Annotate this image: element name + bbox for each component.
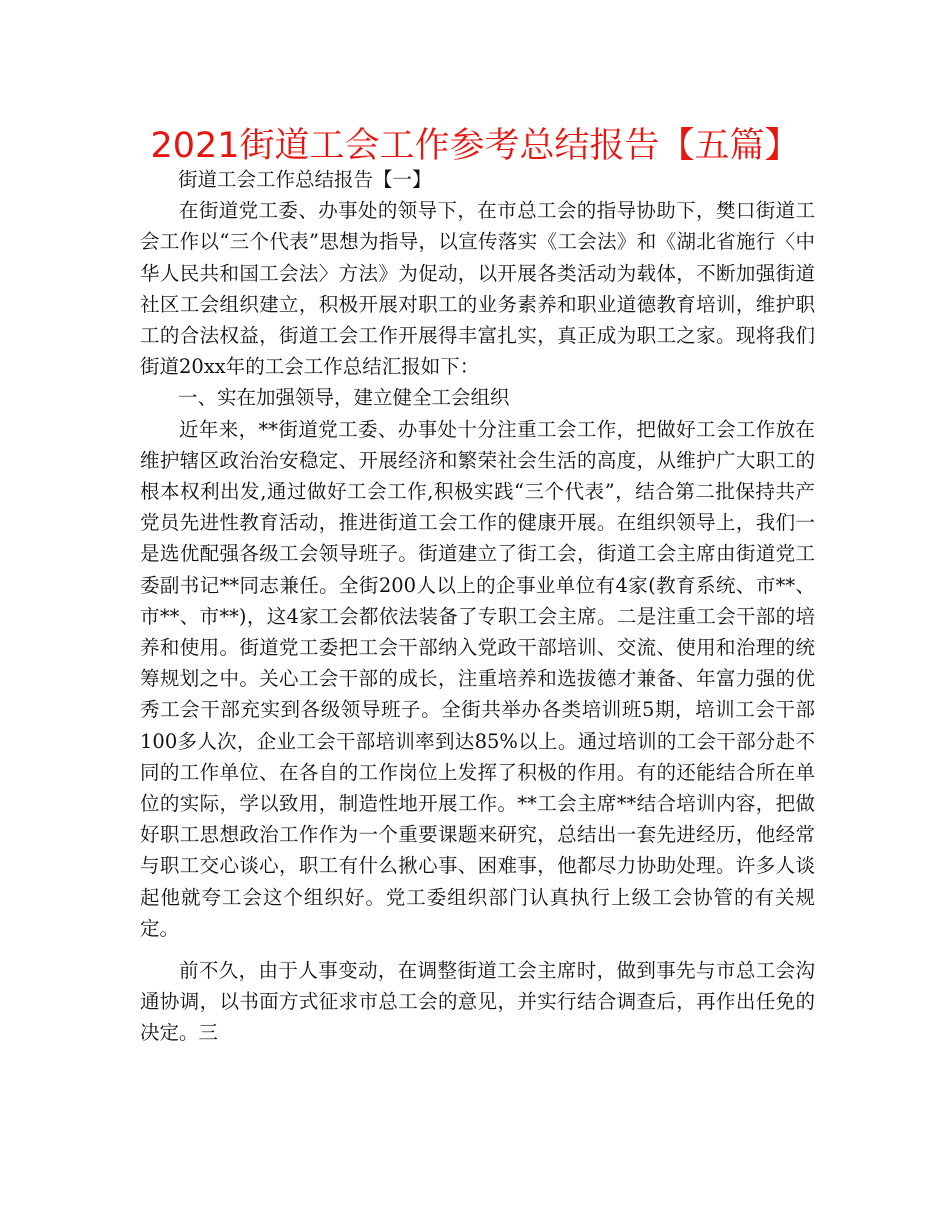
paragraph-body-1: 近年来，**街道党工委、办事处十分注重工会工作，把做好工会工作放在维护辖区政治治安稳定、开展经济和繁荣社会生活的高度，从维护广大职工的根本权利出发,通过做好工会工作,积极实践“三个代表”，结合第二批保持共产党员先进性教育活动，推进街道工会工作的健康开展。在组织领导上，我们一是选优配强各级工会领导班子。街道建立了街工会，街道工会主席由街道党工委副书记**同志兼任。全街200人以上的企事业单位有4家(教育系统、市**、市**、市**)，这4家工会都依法装备了专职工会主席。二是注重工会干部的培养和使用。街道党工委把工会干部纳入党政干部培训、交流、使用和治理的统筹规划之中。关心工会干部的成长，注重培养和选拔德才兼备、年富力强的优秀工会干部充实到各级领导班子。全街共举办各类培训班5期，培训工会干部100多人次，企业工会干部培训率到达85%以上。通过培训的工会干部分赴不同的工作单位、在各自的工作岗位上发挥了积极的作用。有的还能结合所在单位的实际，学以致用，制造性地开展工作。**工会主席**结合培训内容，把做好职工思想政治工作作为一个重要课题来研究，总结出一套先进经历，他经常与职工交心谈心，职工有什么揪心事、困难事，他都尽力协助处理。许多人谈起他就夸工会这个组织好。党工委组织部门认真执行上级工会协管的有关规定。 bbox=[140, 417, 815, 940]
section-heading: 街道工会工作总结报告【一】 bbox=[178, 168, 432, 191]
document-body bbox=[140, 164, 815, 1049]
paragraph-intro: 在街道党工委、办事处的领导下，在市总工会的指导协助下，樊口街道工会工作以“三个代表”思想为指导，以宣传落实《工会法》和《湖北省施行〈中华人民共和国工会法〉方法》为促动，以开展各类活动为载体，不断加强街道社区工会组织建立，积极开展对职工的业务素养和职业道德教育培训，维护职工的合法权益，街道工会工作开展得丰富扎实，真正成为职工之家。现将我们街道20xx年的工会工作总结汇报如下： bbox=[140, 199, 815, 379]
section-title-1: 一、实在加强领导，建立健全工会组织 bbox=[178, 386, 510, 410]
document-title: 2021街道工会工作参考总结报告【五篇】 bbox=[150, 126, 800, 166]
paragraph-body-2: 前不久，由于人事变动，在调整街道工会主席时，做到事先与市总工会沟通协调，以书面方式征求市总工会的意见，并实行结合调查后，再作出任免的决定。三 bbox=[140, 959, 815, 1045]
